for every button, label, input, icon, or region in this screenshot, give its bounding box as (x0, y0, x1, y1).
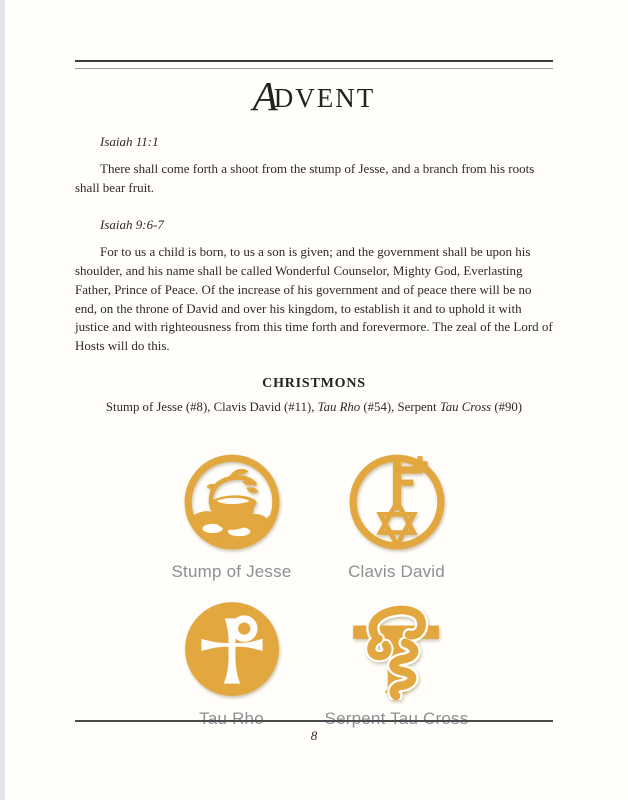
page-content (75, 0, 553, 729)
page-footer (75, 720, 553, 744)
stump-of-jesse-icon (181, 451, 283, 553)
chrismon-list-segment-italic: Tau Cross (439, 399, 492, 414)
chrismon-label: Clavis David (348, 561, 445, 581)
scripture-reference-isaiah-11-1: Isaiah 11:1 (100, 134, 159, 149)
footer-rule (75, 720, 553, 722)
chrismon-item-stump-of-jesse (149, 451, 314, 582)
scripture-text-isaiah-11-1: There shall come forth a shoot from the stump of Jesse, and a branch from his roots shall bear fruit. (75, 161, 535, 195)
chrismon-label: Stump of Jesse (171, 561, 292, 581)
title-initial: A (252, 73, 278, 119)
serpent-tau-cross-icon (346, 598, 448, 700)
chrismon-label: Serpent Tau Cross (324, 708, 469, 728)
chrismon-list-segment: (#90) (491, 399, 523, 414)
title-rest: DVENT (273, 83, 376, 113)
chrismon-item-serpent-tau-cross (314, 598, 479, 729)
chrismon-list-segment: Stump of Jesse (#8), Clavis David (#11), (105, 399, 318, 414)
chrismon-item-tau-rho (149, 598, 314, 729)
chrismon-list-line (75, 400, 553, 415)
top-double-rule (75, 60, 553, 69)
scripture-reference-isaiah-9-6-7: Isaiah 9:6-7 (100, 217, 164, 233)
chrismon-list-segment-italic: Tau Rho (317, 399, 361, 414)
clavis-david-icon (346, 451, 448, 553)
chrismon-grid (75, 451, 553, 729)
chrismon-list-segment: (#54), Serpent (360, 399, 440, 414)
tau-rho-icon (181, 598, 283, 700)
page-title (75, 73, 553, 119)
page-edge-shadow (0, 0, 5, 800)
chrismon-item-clavis-david (314, 451, 479, 582)
chrismons-heading: CHRISTMONS (262, 375, 366, 391)
chrismon-label: Tau Rho (199, 708, 264, 728)
scripture-text-isaiah-9-6-7: For to us a child is born, to us a son is given; and the government shall be upon his shoulder, and his name shall be called Wonderful Counselor, Mighty God, Everlasting Father, Prince of Peace. Of the increase of his government and of peace there will be no end, on the throne of David and over his kingdom, to establish it and to uphold it with justice and with righteousness from this time forth and forevermore. The zeal of the Lord of Hosts will do this. (75, 244, 553, 354)
page-number: 8 (310, 728, 318, 743)
